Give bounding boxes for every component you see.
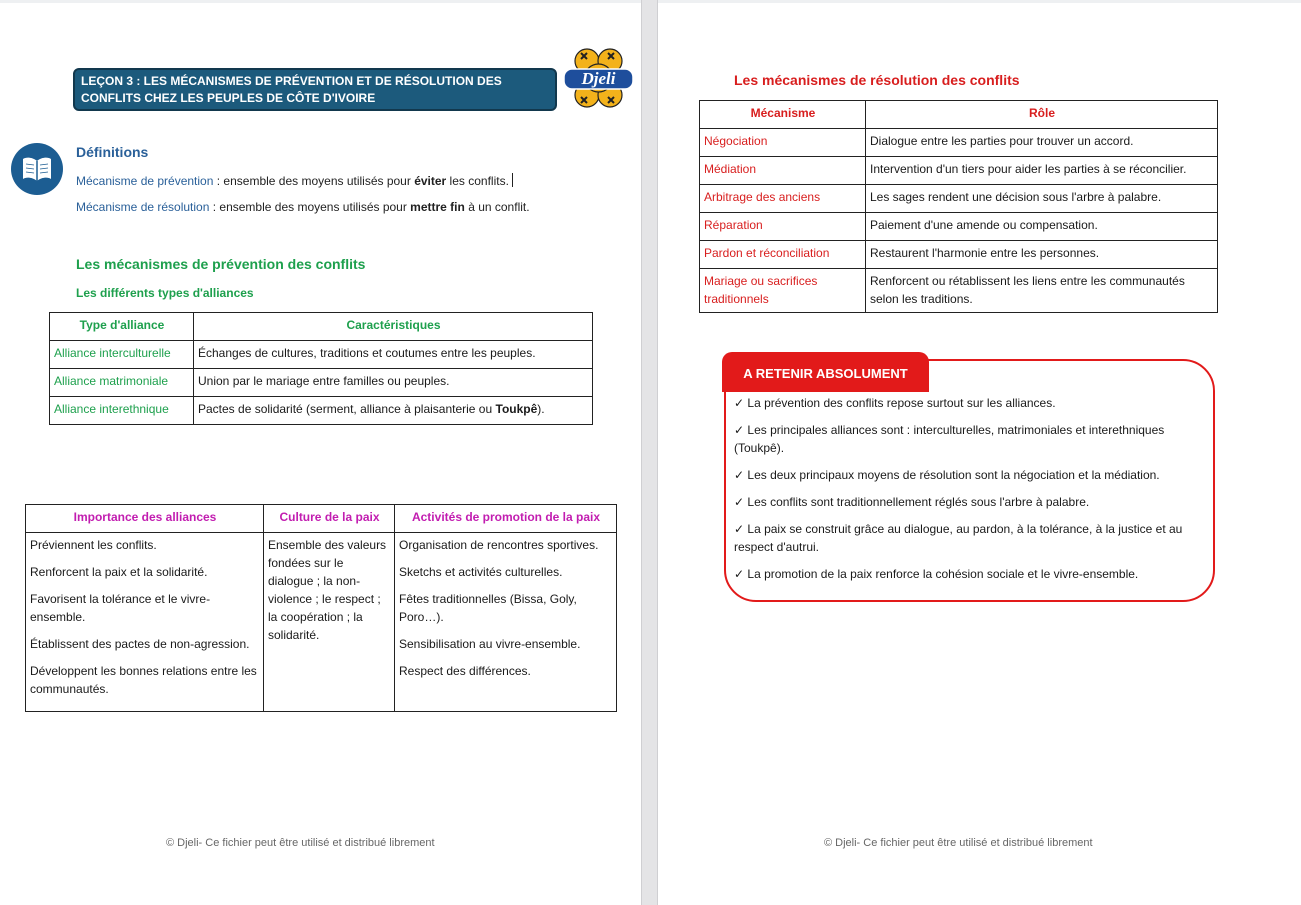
mechanism-role: Renforcent ou rétablissent les liens entre les communautés selon les traditions. (866, 269, 1218, 313)
list-item: Organisation de rencontres sportives. (399, 538, 599, 552)
list-item: Préviennent les conflits. (30, 538, 157, 552)
column-header: Activités de promotion de la paix (395, 505, 617, 533)
column-header: Type d'alliance (50, 313, 194, 341)
table-row (50, 369, 593, 397)
list-item: Favorisent la tolérance et le vivre-ensemble. (30, 592, 211, 624)
retain-title: A RETENIR ABSOLUMENT (722, 352, 929, 392)
djeli-logo (561, 45, 636, 111)
mechanism-role: Dialogue entre les parties pour trouver un accord. (866, 129, 1218, 157)
alliance-description: Union par le mariage entre familles ou peuples. (194, 369, 593, 397)
definition-text: : ensemble des moyens utilisés pour (213, 174, 415, 188)
table-row (700, 241, 1218, 269)
list-item: Sketchs et activités culturelles. (399, 565, 563, 579)
list-item: Sensibilisation au vivre-ensemble. (399, 637, 581, 651)
page-top-border (0, 0, 641, 3)
list-item: ✓ La paix se construit grâce au dialogue, au pardon, à la tolérance, à la justice et au respect d'autrui. (734, 522, 1183, 554)
list-item: ✓ Les principales alliances sont : interculturelles, matrimoniales et interethniques (Toukpê). (734, 423, 1165, 455)
column-header: Culture de la paix (264, 505, 395, 533)
mechanism-name: Pardon et réconciliation (700, 241, 866, 269)
alliance-name: Alliance interethnique (50, 397, 194, 425)
list-item: ✓ Les conflits sont traditionnellement réglés sous l'arbre à palabre. (734, 495, 1090, 509)
table-row (700, 269, 1218, 313)
column-header: Rôle (866, 101, 1218, 129)
definition-text: : ensemble des moyens utilisés pour (209, 200, 411, 214)
list-item: Renforcent la paix et la solidarité. (30, 565, 208, 579)
table-row (50, 341, 593, 369)
resolution-table (699, 100, 1218, 313)
lesson-title-text: LEÇON 3 : LES MÉCANISMES DE PRÉVENTION ET DE RÉSOLUTION DES CONFLITS CHEZ LES PEUPLES DE CÔTE D'IVOIRE (81, 74, 502, 105)
column-header: Importance des alliances (26, 505, 264, 533)
page-footer: © Djeli- Ce fichier peut être utilisé et distribué librement (166, 837, 435, 849)
mechanism-name: Arbitrage des anciens (700, 185, 866, 213)
definition-bold: mettre fin (410, 200, 465, 214)
list-item: Respect des différences. (399, 664, 531, 678)
alliance-name: Alliance interculturelle (50, 341, 194, 369)
prevention-heading: Les mécanismes de prévention des conflits (76, 256, 366, 272)
definitions-heading: Définitions (76, 144, 149, 160)
page-footer: © Djeli- Ce fichier peut être utilisé et distribué librement (824, 837, 1093, 849)
table-header-row (700, 101, 1218, 129)
text-cursor (512, 173, 513, 187)
culture-cell (264, 533, 395, 712)
list-item: ✓ La promotion de la paix renforce la cohésion sociale et le vivre-ensemble. (734, 567, 1139, 581)
alliance-description: Échanges de cultures, traditions et coutumes entre les peuples. (194, 341, 593, 369)
mechanism-name: Réparation (700, 213, 866, 241)
column-header: Mécanisme (700, 101, 866, 129)
mechanism-role: Paiement d'une amende ou compensation. (866, 213, 1218, 241)
mechanism-role: Les sages rendent une décision sous l'arbre à palabre. (866, 185, 1218, 213)
alliances-subheading: Les différents types d'alliances (76, 286, 254, 300)
table-row (50, 397, 593, 425)
description-text: Pactes de solidarité (serment, alliance à plaisanterie ou (198, 402, 496, 416)
list-item: ✓ La prévention des conflits repose surtout sur les alliances. (734, 396, 1056, 410)
logo-text: Djeli (581, 69, 616, 88)
description-text: ). (537, 402, 545, 416)
page-gutter (641, 0, 658, 905)
table-row (26, 533, 617, 712)
definition-term: Mécanisme de prévention (76, 174, 214, 188)
mechanism-name: Négociation (700, 129, 866, 157)
table-row (700, 157, 1218, 185)
definition-term: Mécanisme de résolution (76, 200, 210, 214)
document-page-right (658, 0, 1301, 905)
lesson-title-banner (73, 68, 557, 111)
table-row (700, 213, 1218, 241)
definition-bold: éviter (414, 174, 447, 188)
column-header: Caractéristiques (194, 313, 593, 341)
list-item: Développent les bonnes relations entre les communautés. (30, 664, 257, 696)
open-book-icon (11, 143, 63, 195)
table-row (700, 185, 1218, 213)
list-item: Établissent des pactes de non-agression. (30, 637, 250, 651)
alliance-name: Alliance matrimoniale (50, 369, 194, 397)
table-header-row (50, 313, 593, 341)
list-item: Fêtes traditionnelles (Bissa, Goly, Poro…). (399, 592, 577, 624)
table-row (700, 129, 1218, 157)
mechanism-name: Médiation (700, 157, 866, 185)
mechanism-role: Intervention d'un tiers pour aider les parties à se réconcilier. (866, 157, 1218, 185)
retain-list (734, 394, 1204, 592)
activities-cell (395, 533, 617, 712)
definition-text: les conflits. (446, 174, 509, 188)
alliance-description (194, 397, 593, 425)
alliances-table (49, 312, 593, 425)
importance-cell (26, 533, 264, 712)
peace-table (25, 504, 617, 712)
definition-prevention (76, 173, 513, 188)
list-item: ✓ Les deux principaux moyens de résolution sont la négociation et la médiation. (734, 468, 1160, 482)
definition-resolution (76, 200, 530, 214)
culture-text: Ensemble des valeurs fondées sur le dialogue ; la non-violence ; le respect ; la coopération ; la solidarité. (268, 538, 387, 642)
description-bold: Toukpê (495, 402, 538, 416)
resolution-heading: Les mécanismes de résolution des conflits (734, 72, 1020, 88)
mechanism-name: Mariage ou sacrifices traditionnels (700, 269, 866, 313)
page-top-border (658, 0, 1301, 3)
table-header-row (26, 505, 617, 533)
definition-text: à un conflit. (464, 200, 530, 214)
document-page-left (0, 0, 641, 905)
mechanism-role: Restaurent l'harmonie entre les personnes. (866, 241, 1218, 269)
